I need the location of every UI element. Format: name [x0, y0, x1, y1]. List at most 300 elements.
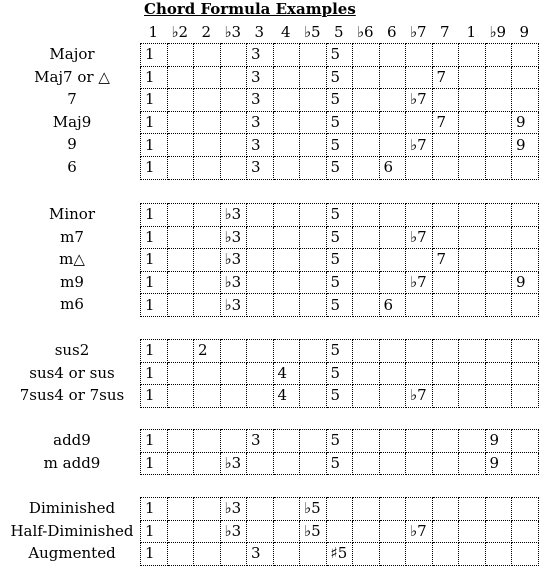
- interval-cell: [459, 66, 486, 89]
- interval-cell: [353, 44, 380, 67]
- interval-cell: [379, 498, 406, 521]
- interval-cell: ♭7: [406, 385, 433, 408]
- interval-cell: [379, 134, 406, 157]
- interval-cell: 4: [273, 385, 300, 408]
- interval-cell: ♭3: [220, 294, 247, 317]
- chord-name: 6: [67, 158, 77, 176]
- interval-cell: [300, 385, 327, 408]
- interval-cell: [406, 249, 433, 272]
- interval-cell: [379, 362, 406, 385]
- interval-cell: [406, 362, 433, 385]
- interval-cell: [167, 385, 194, 408]
- interval-cell: [459, 89, 486, 112]
- interval-cell: [247, 271, 274, 294]
- interval-cell: [432, 430, 459, 453]
- chord-row: [141, 520, 539, 543]
- interval-header: 1: [148, 23, 159, 41]
- interval-cell: 1: [141, 430, 168, 453]
- interval-cell: 5: [326, 226, 353, 249]
- interval-cell: 5: [326, 249, 353, 272]
- interval-cell: [273, 156, 300, 179]
- interval-cell: [485, 385, 512, 408]
- chord-row: [141, 498, 539, 521]
- interval-header: ♭6: [356, 23, 374, 41]
- interval-cell: [167, 452, 194, 475]
- interval-cell: [300, 89, 327, 112]
- interval-cell: 5: [326, 362, 353, 385]
- interval-cell: 7: [432, 111, 459, 134]
- interval-cell: [300, 111, 327, 134]
- interval-cell: [300, 249, 327, 272]
- interval-cell: ♭3: [220, 226, 247, 249]
- interval-cell: [194, 89, 221, 112]
- interval-cell: [220, 430, 247, 453]
- interval-header: ♭9: [489, 23, 507, 41]
- interval-cell: [459, 362, 486, 385]
- interval-cell: [512, 520, 539, 543]
- interval-cell: 3: [247, 156, 274, 179]
- interval-cell: 3: [247, 44, 274, 67]
- interval-cell: [247, 204, 274, 227]
- interval-cell: 1: [141, 134, 168, 157]
- interval-cell: 3: [247, 543, 274, 566]
- chord-table: [140, 429, 539, 475]
- interval-cell: [379, 520, 406, 543]
- chord-row: [141, 134, 539, 157]
- interval-cell: 1: [141, 226, 168, 249]
- interval-cell: [247, 226, 274, 249]
- interval-cell: [512, 498, 539, 521]
- chord-table: [140, 497, 539, 566]
- interval-cell: [512, 44, 539, 67]
- interval-cell: [512, 204, 539, 227]
- interval-cell: [300, 204, 327, 227]
- interval-cell: ♭3: [220, 271, 247, 294]
- chord-row: [141, 249, 539, 272]
- interval-cell: 9: [512, 111, 539, 134]
- chord-row: [141, 89, 539, 112]
- interval-cell: [379, 430, 406, 453]
- interval-cell: [300, 134, 327, 157]
- interval-cell: 1: [141, 156, 168, 179]
- interval-cell: [247, 340, 274, 363]
- interval-cell: [167, 44, 194, 67]
- interval-cell: [220, 44, 247, 67]
- interval-cell: [194, 156, 221, 179]
- interval-cell: [353, 498, 380, 521]
- interval-cell: [273, 340, 300, 363]
- interval-cell: [167, 294, 194, 317]
- chord-row: [141, 452, 539, 475]
- page-title: Chord Formula Examples: [144, 0, 356, 18]
- interval-cell: [406, 543, 433, 566]
- interval-cell: [485, 543, 512, 566]
- interval-cell: [273, 89, 300, 112]
- interval-cell: [459, 204, 486, 227]
- interval-cell: [247, 452, 274, 475]
- interval-cell: 1: [141, 66, 168, 89]
- interval-cell: ♭3: [220, 498, 247, 521]
- interval-cell: [353, 111, 380, 134]
- interval-cell: [353, 249, 380, 272]
- interval-cell: [194, 294, 221, 317]
- interval-cell: [512, 226, 539, 249]
- interval-cell: [379, 385, 406, 408]
- interval-cell: [459, 543, 486, 566]
- interval-cell: [379, 452, 406, 475]
- interval-cell: [432, 340, 459, 363]
- interval-cell: [432, 294, 459, 317]
- interval-cell: [432, 520, 459, 543]
- interval-cell: [273, 271, 300, 294]
- interval-cell: [194, 498, 221, 521]
- interval-cell: [194, 520, 221, 543]
- interval-cell: [167, 111, 194, 134]
- interval-cell: 9: [485, 452, 512, 475]
- interval-cell: [300, 543, 327, 566]
- interval-cell: ♭7: [406, 520, 433, 543]
- interval-cell: 3: [247, 430, 274, 453]
- chord-name: Minor: [48, 205, 96, 223]
- interval-cell: [406, 340, 433, 363]
- interval-cell: [194, 271, 221, 294]
- interval-cell: ♭3: [220, 520, 247, 543]
- interval-cell: [353, 340, 380, 363]
- interval-cell: [512, 340, 539, 363]
- interval-cell: [379, 204, 406, 227]
- interval-cell: [220, 543, 247, 566]
- interval-cell: 5: [326, 204, 353, 227]
- interval-cell: ♭7: [406, 134, 433, 157]
- interval-cell: [220, 111, 247, 134]
- interval-cell: [220, 66, 247, 89]
- interval-header: 4: [280, 23, 291, 41]
- interval-cell: [406, 430, 433, 453]
- chord-row: [141, 111, 539, 134]
- interval-cell: [432, 362, 459, 385]
- interval-cell: 5: [326, 44, 353, 67]
- interval-cell: 1: [141, 520, 168, 543]
- interval-cell: [406, 452, 433, 475]
- interval-cell: [273, 543, 300, 566]
- interval-cell: [459, 294, 486, 317]
- interval-cell: [459, 271, 486, 294]
- interval-cell: [247, 520, 274, 543]
- interval-cell: 1: [141, 385, 168, 408]
- interval-cell: [353, 271, 380, 294]
- chord-name: sus4 or sus: [29, 363, 115, 382]
- interval-cell: [459, 111, 486, 134]
- interval-cell: [167, 340, 194, 363]
- interval-cell: [326, 520, 353, 543]
- interval-cell: [459, 156, 486, 179]
- chord-table: [140, 203, 539, 317]
- interval-header: ♭3: [224, 23, 242, 41]
- interval-cell: [379, 340, 406, 363]
- interval-header: 7: [439, 23, 450, 41]
- chord-name: 9: [67, 135, 77, 154]
- chord-row: [141, 430, 539, 453]
- chord-name: Half-Diminished: [10, 521, 134, 540]
- interval-cell: [512, 543, 539, 566]
- interval-cell: [247, 249, 274, 272]
- interval-cell: 1: [141, 204, 168, 227]
- interval-cell: [432, 543, 459, 566]
- interval-cell: [353, 156, 380, 179]
- interval-cell: 7: [432, 66, 459, 89]
- interval-cell: [300, 44, 327, 67]
- interval-cell: [273, 204, 300, 227]
- interval-cell: 1: [141, 271, 168, 294]
- interval-header: 5: [333, 23, 344, 41]
- interval-cell: [220, 340, 247, 363]
- chord-name: Augmented: [28, 544, 116, 563]
- interval-cell: [485, 89, 512, 112]
- interval-cell: ♯5: [326, 543, 353, 566]
- interval-cell: [432, 226, 459, 249]
- interval-cell: [353, 204, 380, 227]
- interval-cell: [300, 66, 327, 89]
- interval-cell: 5: [326, 294, 353, 317]
- interval-cell: [379, 44, 406, 67]
- interval-cell: [194, 543, 221, 566]
- interval-cell: [220, 156, 247, 179]
- interval-cell: [273, 44, 300, 67]
- interval-cell: [353, 520, 380, 543]
- interval-cell: 5: [326, 156, 353, 179]
- interval-cell: [432, 134, 459, 157]
- chord-row: [141, 66, 539, 89]
- interval-cell: [353, 430, 380, 453]
- interval-header: 3: [254, 23, 265, 41]
- interval-cell: [512, 362, 539, 385]
- interval-cell: 3: [247, 111, 274, 134]
- chord-row: [141, 294, 539, 317]
- interval-cell: [379, 89, 406, 112]
- interval-cell: [220, 385, 247, 408]
- interval-cell: [432, 271, 459, 294]
- interval-cell: [273, 520, 300, 543]
- interval-cell: [273, 134, 300, 157]
- interval-cell: [485, 520, 512, 543]
- interval-cell: [247, 294, 274, 317]
- interval-cell: [512, 294, 539, 317]
- interval-cell: [459, 340, 486, 363]
- interval-cell: [432, 44, 459, 67]
- interval-cell: [300, 340, 327, 363]
- chord-row: [141, 543, 539, 566]
- interval-cell: [485, 271, 512, 294]
- interval-cell: [247, 385, 274, 408]
- interval-cell: 9: [512, 271, 539, 294]
- chord-row: [141, 44, 539, 67]
- interval-cell: [300, 362, 327, 385]
- interval-cell: [273, 430, 300, 453]
- interval-cell: [167, 543, 194, 566]
- interval-cell: [194, 452, 221, 475]
- interval-cell: [247, 362, 274, 385]
- interval-cell: [459, 430, 486, 453]
- interval-cell: [273, 226, 300, 249]
- interval-cell: ♭3: [220, 249, 247, 272]
- interval-cell: [459, 498, 486, 521]
- interval-cell: [273, 498, 300, 521]
- interval-cell: [300, 452, 327, 475]
- chord-name: add9: [53, 431, 91, 449]
- interval-cell: [353, 66, 380, 89]
- interval-cell: [194, 204, 221, 227]
- interval-cell: [459, 249, 486, 272]
- interval-header: 2: [201, 23, 212, 41]
- interval-cell: [220, 362, 247, 385]
- interval-cell: [194, 226, 221, 249]
- interval-cell: 5: [326, 452, 353, 475]
- interval-cell: [512, 66, 539, 89]
- interval-cell: [353, 294, 380, 317]
- interval-cell: 1: [141, 340, 168, 363]
- interval-cell: [194, 134, 221, 157]
- interval-cell: [485, 111, 512, 134]
- interval-cell: [459, 44, 486, 67]
- chord-row: [141, 156, 539, 179]
- interval-cell: [432, 156, 459, 179]
- interval-cell: [406, 294, 433, 317]
- interval-cell: [512, 385, 539, 408]
- interval-cell: 1: [141, 89, 168, 112]
- interval-cell: [406, 204, 433, 227]
- interval-cell: [167, 249, 194, 272]
- interval-cell: [167, 226, 194, 249]
- interval-cell: [167, 520, 194, 543]
- interval-cell: [459, 452, 486, 475]
- interval-cell: [194, 44, 221, 67]
- interval-cell: [273, 294, 300, 317]
- chord-table: [140, 43, 539, 180]
- interval-cell: [459, 385, 486, 408]
- interval-cell: [459, 520, 486, 543]
- chord-name: 7: [67, 90, 77, 109]
- interval-cell: 3: [247, 66, 274, 89]
- interval-cell: [167, 498, 194, 521]
- interval-cell: 5: [326, 430, 353, 453]
- interval-cell: 6: [379, 294, 406, 317]
- interval-cell: 5: [326, 385, 353, 408]
- interval-cell: 5: [326, 111, 353, 134]
- interval-cell: [194, 362, 221, 385]
- interval-cell: [485, 249, 512, 272]
- interval-header: 6: [386, 23, 397, 41]
- chord-name: Maj7 or △: [34, 67, 110, 86]
- chord-row: [141, 204, 539, 227]
- interval-cell: [432, 452, 459, 475]
- interval-cell: [459, 134, 486, 157]
- interval-cell: ♭3: [220, 452, 247, 475]
- interval-cell: 2: [194, 340, 221, 363]
- interval-cell: [273, 249, 300, 272]
- interval-cell: [379, 111, 406, 134]
- interval-cell: 5: [326, 89, 353, 112]
- interval-cell: 3: [247, 134, 274, 157]
- interval-cell: 7: [432, 249, 459, 272]
- interval-cell: [432, 89, 459, 112]
- interval-cell: [432, 385, 459, 408]
- chord-row: [141, 362, 539, 385]
- interval-cell: [512, 89, 539, 112]
- interval-cell: 9: [512, 134, 539, 157]
- interval-cell: 1: [141, 294, 168, 317]
- interval-cell: [194, 385, 221, 408]
- chord-table: [140, 339, 539, 408]
- chord-name: m add9: [43, 453, 101, 472]
- interval-cell: 5: [326, 271, 353, 294]
- chord-name: m△: [59, 250, 85, 269]
- interval-cell: [406, 111, 433, 134]
- interval-cell: [273, 452, 300, 475]
- interval-cell: [512, 430, 539, 453]
- interval-cell: [485, 156, 512, 179]
- interval-cell: ♭7: [406, 226, 433, 249]
- interval-header: ♭5: [303, 23, 321, 41]
- interval-cell: ♭3: [220, 204, 247, 227]
- interval-cell: [300, 226, 327, 249]
- interval-cell: [353, 362, 380, 385]
- interval-cell: [167, 66, 194, 89]
- interval-cell: [353, 385, 380, 408]
- interval-cell: [353, 543, 380, 566]
- interval-cell: [353, 89, 380, 112]
- interval-cell: [406, 44, 433, 67]
- interval-cell: ♭7: [406, 271, 433, 294]
- interval-cell: [273, 66, 300, 89]
- interval-cell: 3: [247, 89, 274, 112]
- chord-name: Maj9: [52, 112, 92, 131]
- interval-cell: [167, 362, 194, 385]
- interval-cell: [485, 362, 512, 385]
- chord-row: [141, 271, 539, 294]
- interval-header: ♭7: [409, 23, 427, 41]
- chord-name: m9: [60, 272, 84, 291]
- interval-cell: [247, 498, 274, 521]
- interval-cell: [485, 498, 512, 521]
- interval-cell: [194, 249, 221, 272]
- chord-row: [141, 385, 539, 408]
- interval-header: 9: [519, 23, 530, 41]
- interval-cell: [167, 134, 194, 157]
- interval-cell: [353, 134, 380, 157]
- interval-cell: [194, 111, 221, 134]
- interval-cell: [406, 498, 433, 521]
- interval-cell: [220, 89, 247, 112]
- interval-cell: 1: [141, 249, 168, 272]
- interval-cell: 5: [326, 134, 353, 157]
- interval-cell: 6: [379, 156, 406, 179]
- interval-cell: 9: [485, 430, 512, 453]
- chord-name: m6: [60, 295, 84, 314]
- interval-cell: [379, 271, 406, 294]
- interval-cell: [485, 44, 512, 67]
- interval-cell: [485, 66, 512, 89]
- interval-cell: [432, 204, 459, 227]
- interval-cell: [194, 430, 221, 453]
- chord-name: Diminished: [28, 499, 116, 517]
- interval-cell: ♭7: [406, 89, 433, 112]
- interval-cell: [300, 294, 327, 317]
- interval-cell: ♭5: [300, 498, 327, 521]
- interval-cell: [512, 156, 539, 179]
- interval-cell: ♭5: [300, 520, 327, 543]
- interval-cell: 4: [273, 362, 300, 385]
- interval-header: ♭2: [171, 23, 189, 41]
